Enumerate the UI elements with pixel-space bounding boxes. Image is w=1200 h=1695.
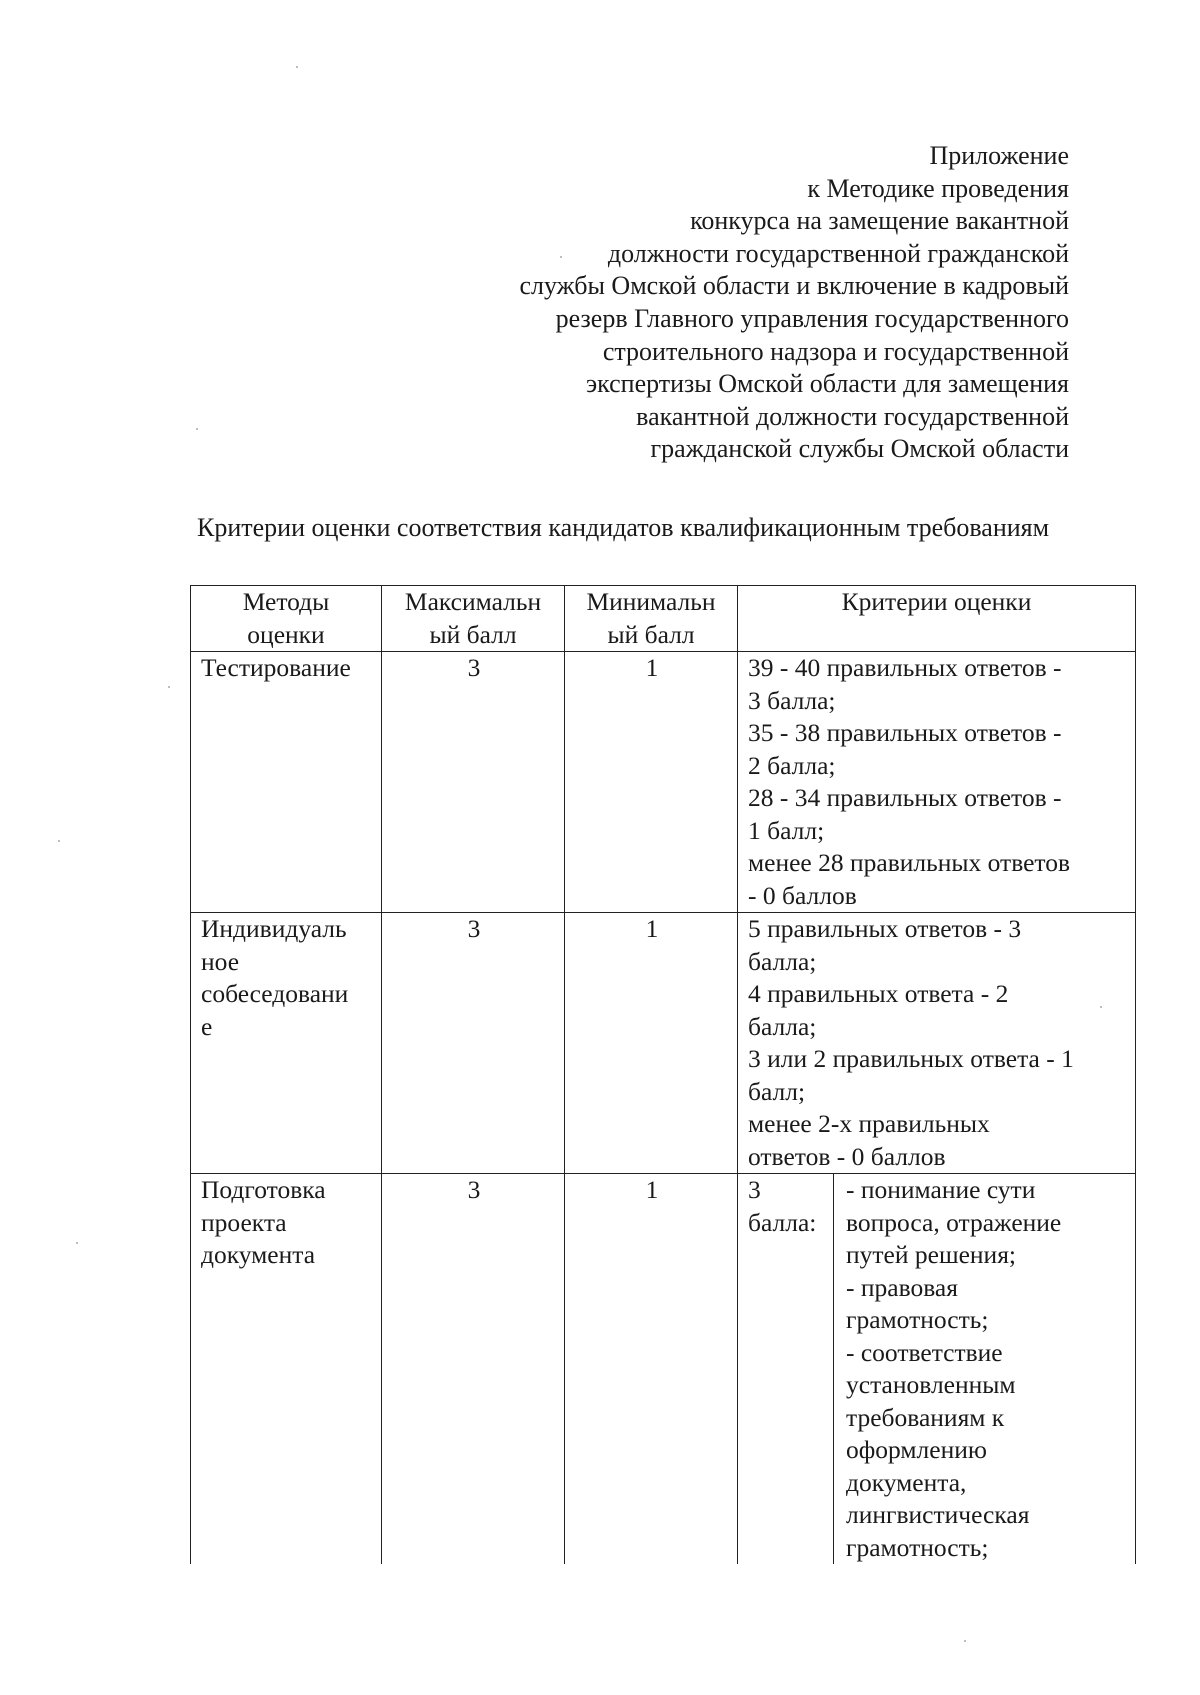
criteria-split xyxy=(738,1174,1135,1564)
max-score-cell: 3 xyxy=(382,1174,565,1565)
requirement-line: требованиям к xyxy=(846,1402,1005,1432)
criteria-line: балл; xyxy=(748,1076,806,1106)
header-min-line: ый балл xyxy=(607,619,695,649)
appendix-line: гражданской службы Омской области xyxy=(650,434,1069,464)
criteria-line: 1 балл; xyxy=(748,815,825,845)
table-row xyxy=(191,652,1136,913)
appendix-note xyxy=(369,140,1069,466)
appendix-line: к Методике проведения xyxy=(807,173,1069,203)
criteria-line: - 0 баллов xyxy=(748,880,857,910)
table-row xyxy=(191,913,1136,1174)
criteria-line: 4 правильных ответа - 2 xyxy=(748,979,1009,1008)
max-score-cell: 3 xyxy=(382,913,565,1174)
method-cell xyxy=(191,1174,382,1565)
min-score-cell: 1 xyxy=(565,1174,738,1565)
points-line: балла: xyxy=(748,1207,817,1237)
header-min-score xyxy=(565,586,738,652)
requirement-line: грамотность; xyxy=(846,1532,989,1562)
appendix-line: строительного надзора и государственной xyxy=(602,336,1069,366)
scan-speck xyxy=(58,840,60,842)
criteria-line: ответов - 0 баллов xyxy=(748,1141,946,1171)
criteria-line: 3 или 2 правильных ответа - 1 xyxy=(748,1044,1074,1073)
method-line: Тестирование xyxy=(201,653,351,682)
header-method-line: Методы xyxy=(242,587,330,616)
scan-speck xyxy=(76,1242,78,1244)
criteria-line: 5 правильных ответов - 3 xyxy=(748,914,1022,943)
scan-speck xyxy=(560,256,562,258)
table-header-row xyxy=(191,586,1136,652)
requirement-line: оформлению xyxy=(846,1435,987,1464)
min-score-cell: 1 xyxy=(565,913,738,1174)
table-row xyxy=(191,1174,1136,1565)
appendix-line: должности государственной гражданской xyxy=(607,238,1069,268)
criteria-table xyxy=(190,585,1136,1564)
header-criteria: Критерии оценки xyxy=(738,586,1136,652)
requirement-line: документа, xyxy=(846,1467,967,1497)
criteria-line: менее 28 правильных ответов xyxy=(748,848,1071,877)
header-max-line: Максимальн xyxy=(404,587,542,616)
scan-speck xyxy=(168,686,170,688)
requirement-line: вопроса, отражение xyxy=(846,1207,1062,1237)
scan-speck xyxy=(964,1640,966,1642)
scan-speck xyxy=(296,66,298,68)
criteria-line: 39 - 40 правильных ответов - xyxy=(748,653,1062,682)
criteria-cell xyxy=(738,1174,1136,1565)
points-line: 3 xyxy=(748,1175,761,1204)
requirement-line: лингвистическая xyxy=(846,1500,1030,1529)
requirement-line: - правовая xyxy=(846,1272,958,1302)
appendix-line: резерв Главного управления государственного xyxy=(555,303,1069,333)
criteria-line: 28 - 34 правильных ответов - xyxy=(748,783,1062,812)
method-line: Подготовка xyxy=(201,1175,326,1204)
criteria-cell xyxy=(738,913,1136,1174)
min-score-cell: 1 xyxy=(565,652,738,913)
method-line: документа xyxy=(201,1240,316,1269)
criteria-line: балла; xyxy=(748,946,817,976)
appendix-line: конкурса на замещение вакантной xyxy=(690,206,1069,236)
appendix-line: Приложение xyxy=(929,141,1069,170)
header-min-line: Минимальн xyxy=(586,587,716,616)
document-title: Критерии оценки соответствия кандидатов квалификационным требованиям xyxy=(197,513,1050,542)
appendix-line: вакантной должности государственной xyxy=(636,401,1069,431)
criteria-cell xyxy=(738,652,1136,913)
method-line: собеседовани xyxy=(201,979,349,1008)
requirements-subcell xyxy=(834,1174,1135,1564)
method-cell xyxy=(191,652,382,913)
requirement-line: установленным xyxy=(846,1370,1016,1399)
appendix-line: службы Омской области и включение в кадровый xyxy=(519,271,1069,301)
requirement-line: путей решения; xyxy=(846,1240,1017,1269)
criteria-line: 2 балла; xyxy=(748,750,836,780)
header-max-score xyxy=(382,586,565,652)
requirement-line: грамотность; xyxy=(846,1305,989,1334)
method-line: проекта xyxy=(201,1207,287,1237)
method-line: ное xyxy=(201,946,240,976)
method-line: е xyxy=(201,1011,213,1041)
appendix-line: экспертизы Омской области для замещения xyxy=(585,369,1069,399)
criteria-line: менее 2-х правильных xyxy=(748,1109,990,1138)
requirement-line: - понимание сути xyxy=(846,1175,1036,1204)
scan-speck xyxy=(196,428,198,430)
points-subcell xyxy=(738,1174,834,1564)
method-line: Индивидуаль xyxy=(201,914,347,943)
method-cell xyxy=(191,913,382,1174)
header-max-line: ый балл xyxy=(429,619,517,649)
requirement-line: - соответствие xyxy=(846,1337,1003,1367)
criteria-line: 3 балла; xyxy=(748,685,836,715)
criteria-line: 35 - 38 правильных ответов - xyxy=(748,718,1062,747)
header-method xyxy=(191,586,382,652)
max-score-cell: 3 xyxy=(382,652,565,913)
scan-speck xyxy=(1100,1006,1102,1008)
header-method-line: оценки xyxy=(247,619,325,649)
criteria-line: балла; xyxy=(748,1011,817,1041)
